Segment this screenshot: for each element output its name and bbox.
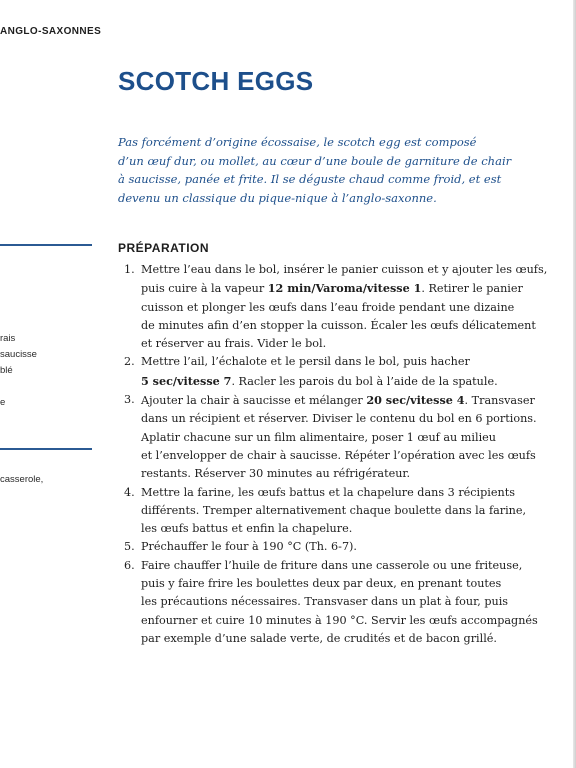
step-line: les précautions nécessaires. Transvaser dans un plat à four, puis (141, 595, 509, 609)
step-line: Faire chauffer l’huile de friture dans une casserole ou une friteuse, (141, 558, 523, 572)
preparation-step (124, 538, 544, 556)
step-line: différents. Tremper alternativement chaque boulette dans la farine, (141, 503, 527, 517)
step-line: puis y faire frire les boulettes deux par deux, en prenant toutes (141, 577, 502, 591)
step-line: enfourner et cuire 10 minutes à 190 °C. Servir les œufs accompagnés (141, 613, 538, 627)
step-number: 4. (124, 485, 135, 499)
step-number: 1. (124, 263, 135, 276)
intro-line: devenu un classique du pique-nique à l’anglo-saxonne. (118, 190, 437, 205)
sidebar-text: rais (0, 333, 16, 344)
step-line: Mettre l’eau dans le bol, insérer le panier cuisson et y ajouter les œufs, (141, 263, 548, 276)
intro-line: Pas forcément d’origine écossaise, le scotch egg est composé (118, 135, 477, 149)
sidebar-text: saucisse (0, 349, 37, 360)
recipe-intro (118, 133, 518, 207)
preparation-step (124, 261, 548, 353)
preparation-step (124, 557, 544, 648)
step-line: cuisson et plonger les œufs dans l’eau froide pendant une dizaine (141, 300, 515, 314)
divider (0, 244, 92, 246)
step-line: les œufs battus et enfin la chapelure. (141, 522, 353, 536)
divider (0, 448, 92, 450)
preparation-step (124, 484, 544, 539)
step-setting: 5 sec/vitesse 7 (141, 373, 232, 388)
step-line: par exemple d’une salade verte, de crudités et de bacon grillé. (141, 631, 497, 645)
intro-line: à saucisse, panée et frite. Il se déguste chaud comme froid, et est (118, 172, 502, 186)
step-line: puis cuire à la vapeur 12 min/Varoma/vitesse 1. Retirer le panier (141, 281, 523, 296)
recipe-title: SCOTCH EGGS (118, 66, 314, 96)
step-line: de minutes afin d’en stopper la cuisson. Écaler les œufs délicatement (141, 318, 536, 332)
sidebar-text: casserole, (0, 474, 44, 485)
preparation-steps (124, 261, 548, 648)
preparation-heading: PRÉPARATION (118, 241, 210, 255)
step-line: Ajouter la chair à saucisse et mélanger 20 sec/vitesse 4. Transvaser (141, 393, 535, 408)
step-number: 6. (124, 558, 135, 572)
sidebar-text: e (0, 397, 6, 408)
step-setting: 20 sec/vitesse 4 (366, 393, 465, 408)
step-line: Mettre la farine, les œufs battus et la chapelure dans 3 récipients (141, 485, 515, 499)
step-number: 3. (124, 393, 135, 407)
intro-line: d’un œuf dur, ou mollet, au cœur d’une boule de garniture de chair (118, 153, 512, 168)
preparation-step (124, 353, 544, 391)
section-tag: ANGLO-SAXONNES (0, 26, 102, 37)
preparation-step (124, 391, 544, 483)
step-setting: 12 min/Varoma/vitesse 1 (267, 281, 422, 296)
step-line: Préchauffer le four à 190 °C (Th. 6-7). (141, 540, 357, 554)
step-line: restants. Réserver 30 minutes au réfrigérateur. (141, 467, 411, 481)
step-number: 2. (124, 355, 135, 369)
step-number: 5. (124, 540, 135, 554)
step-line: 5 sec/vitesse 7. Racler les parois du bol à l’aide de la spatule. (141, 373, 498, 388)
step-line: dans un récipient et réserver. Diviser le contenu du bol en 6 portions. (141, 412, 537, 426)
step-line: Mettre l’ail, l’échalote et le persil dans le bol, puis hacher (141, 355, 470, 369)
sidebar-text: blé (0, 365, 13, 376)
step-line: Aplatir chacune sur un film alimentaire, poser 1 œuf au milieu (141, 430, 496, 444)
step-line: et réserver au frais. Vider le bol. (141, 337, 327, 351)
step-line: et l’envelopper de chair à saucisse. Répéter l’opération avec les œufs (141, 448, 536, 462)
